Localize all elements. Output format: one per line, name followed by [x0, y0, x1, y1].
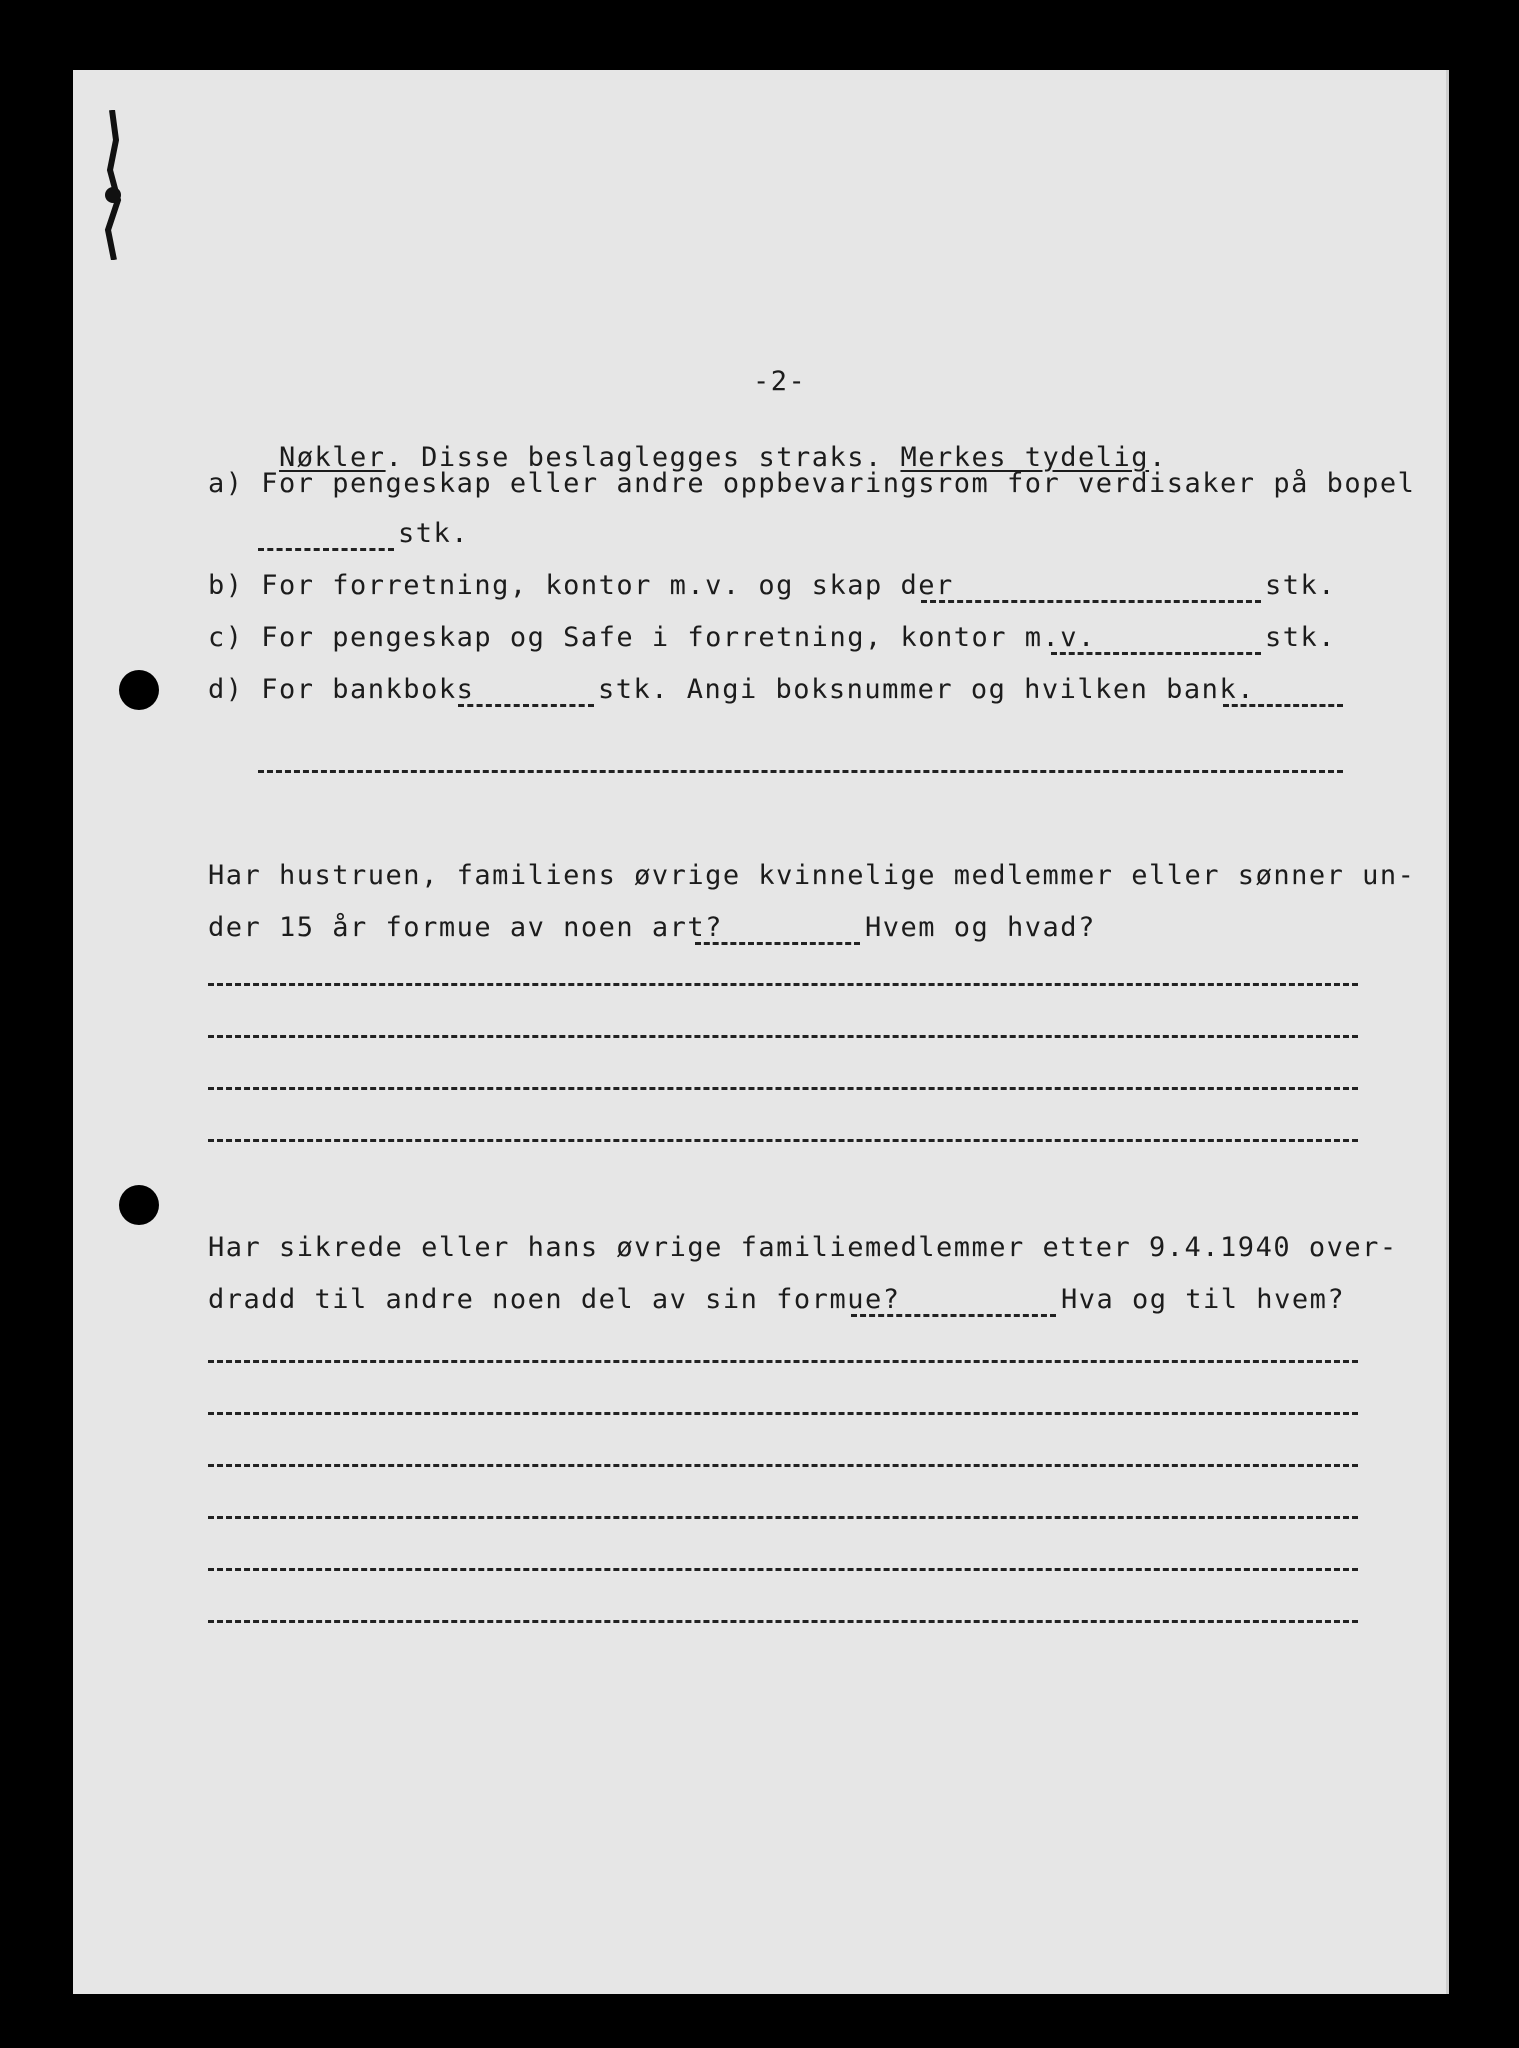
transfers-line1: Har sikrede eller hans øvrige familiemedlemmer etter 9.4.1940 over-	[208, 1232, 1398, 1263]
punch-hole-top	[119, 670, 159, 710]
family-assets-yesno-blank[interactable]	[695, 942, 860, 945]
transfers-line2-end: Hva og til hvem?	[1061, 1284, 1346, 1315]
page-number: -2-	[753, 366, 807, 397]
item-c-blank[interactable]	[1051, 652, 1261, 655]
family-assets-answer-line-1[interactable]	[208, 983, 1358, 986]
item-d-unit-text: stk. Angi boksnummer og hvilken bank.	[598, 674, 1255, 705]
item-b-blank[interactable]	[921, 600, 1261, 603]
transfers-line2-start: dradd til andre noen del av sin formue?	[208, 1284, 901, 1315]
item-d-count-blank[interactable]	[458, 704, 594, 707]
family-assets-line2-start: der 15 år formue av noen art?	[208, 912, 723, 943]
keys-intro: . Disse beslaglegges straks.	[385, 442, 901, 473]
transfers-yesno-blank[interactable]	[851, 1314, 1056, 1317]
family-assets-line2-end: Hvem og hvad?	[865, 912, 1096, 943]
ink-smudge	[98, 110, 128, 260]
item-c-label: c) For pengeskap og Safe i forretning, kontor m.v.	[208, 622, 1096, 653]
punch-hole-bottom	[119, 1185, 159, 1225]
family-assets-answer-line-2[interactable]	[208, 1035, 1358, 1038]
item-b-label: b) For forretning, kontor m.v. og skap der	[208, 570, 954, 601]
keys-emphasis-end: .	[1149, 442, 1167, 473]
family-assets-line1: Har hustruen, familiens øvrige kvinnelige medlemmer eller sønner un-	[208, 860, 1416, 891]
item-b-unit: stk.	[1265, 570, 1337, 601]
item-a-unit: stk.	[398, 518, 470, 549]
transfers-answer-line-6[interactable]	[208, 1620, 1358, 1623]
family-assets-answer-line-3[interactable]	[208, 1087, 1358, 1090]
transfers-answer-line-2[interactable]	[208, 1412, 1358, 1415]
item-d-bank-blank[interactable]	[1223, 704, 1343, 707]
item-a-blank[interactable]	[258, 548, 394, 551]
keys-emphasis: Merkes tydelig	[900, 442, 1150, 473]
family-assets-answer-line-4[interactable]	[208, 1139, 1358, 1142]
transfers-answer-line-3[interactable]	[208, 1464, 1358, 1467]
transfers-answer-line-5[interactable]	[208, 1568, 1358, 1571]
transfers-answer-line-1[interactable]	[208, 1360, 1358, 1363]
keys-heading: Nøkler	[279, 442, 386, 473]
document-page	[73, 70, 1449, 1994]
item-d-label: d) For bankboks	[208, 674, 475, 705]
item-a-line1: a) For pengeskap eller andre oppbevaringsrom for verdisaker på bopel	[208, 468, 1416, 499]
item-d-bank-line2[interactable]	[258, 770, 1343, 773]
transfers-answer-line-4[interactable]	[208, 1516, 1358, 1519]
item-c-unit: stk.	[1265, 622, 1337, 653]
